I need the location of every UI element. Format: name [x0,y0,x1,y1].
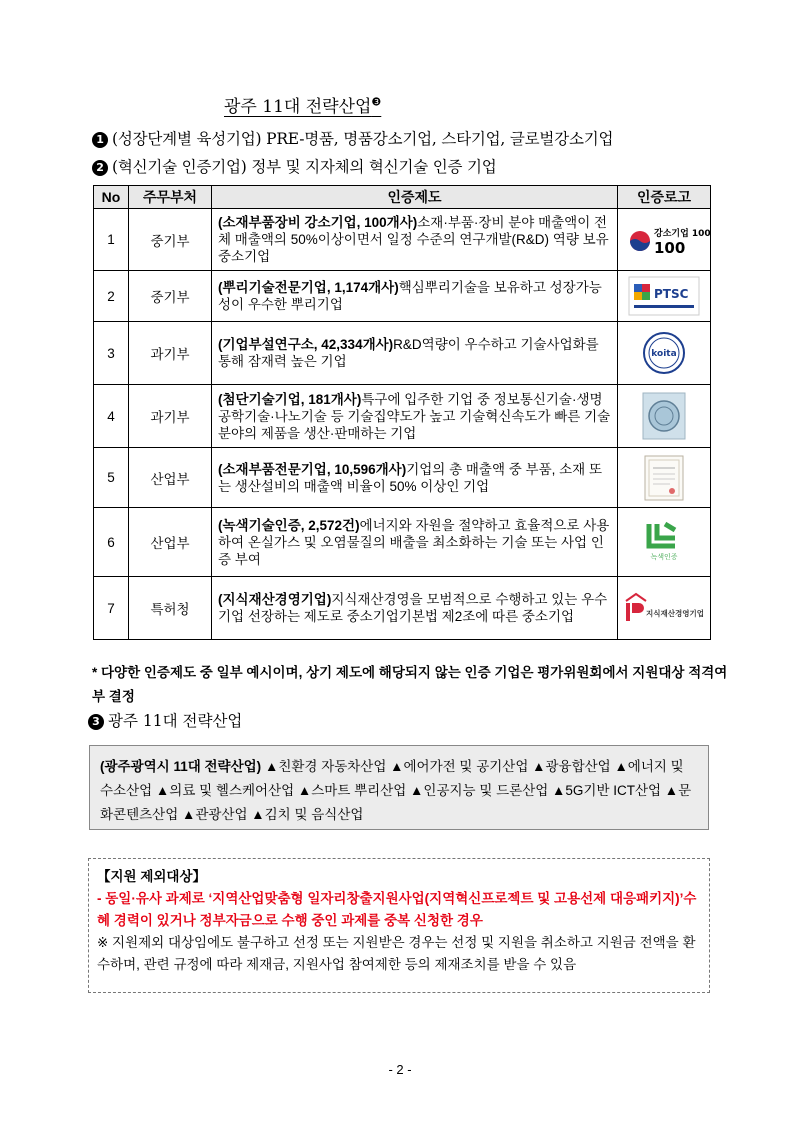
row-desc-bold: (뿌리기술전문기업, 1,174개사) [218,280,399,295]
row-desc-bold: (녹색기술인증, 2,572건) [218,517,360,533]
row-logo [618,577,711,640]
header-dept: 주무부처 [129,186,212,209]
row-desc [212,577,618,640]
table-row [94,322,711,385]
ip-management-logo-icon [624,591,704,625]
row-logo [618,385,711,448]
row-desc-text: R&D역량이 우수하고 기술사업화를 통해 잠재력 높은 기업 [218,337,599,369]
row-no: 5 [94,448,129,508]
exclusion-red-text: - 동일·유사 과제로 ‘지역산업맞춤형 일자리창출지원사업(지역혁신프로젝트 및 고용선제 대응패키지)’수혜 경력이 있거나 정부자금으로 수행 중인 과제를 중복 신청한 경우 [97,891,697,928]
bullet-number-1: 1 [92,132,108,148]
header-cert: 인증제도 [212,186,618,209]
header-no: No [94,186,129,209]
row-desc-text: 지식재산경영을 모범적으로 수행하고 있는 우수기업 선장하는 제도로 중소기업기본법 제2조에 따른 중소기업 [218,592,608,624]
logo-text: 지식재산경영기업 [646,609,704,618]
row-no: 3 [94,322,129,385]
row-no: 4 [94,385,129,448]
row-desc [212,448,618,508]
row-logo [618,322,711,385]
row-no: 7 [94,577,129,640]
row-dept: 중기부 [129,209,212,271]
row-no: 1 [94,209,129,271]
hightech-seal-icon [642,392,686,440]
bullet-growth-stage [92,127,613,149]
bullet-number-2: 2 [92,160,108,176]
table-row [94,271,711,322]
row-dept: 산업부 [129,448,212,508]
row-desc-text: 기업의 총 매출액 중 부품, 소재 또는 생산설비의 매출액 비율이 50% 이상인 기업 [218,461,602,494]
row-desc-bold: (소재부품전문기업, 10,596개사) [218,461,407,477]
table-row [94,209,711,271]
row-dept: 과기부 [129,385,212,448]
logo-text: PTSC [654,287,689,301]
strategic-industries-box [89,745,709,830]
row-logo [618,271,711,322]
section-3-text: 광주 11대 전략산업 [108,712,243,730]
green-cert-logo-icon [641,520,687,564]
row-desc-text: 특구에 입주한 기업 중 정보통신기술·생명공학기술·나노기술 등 기술집약도가 높고 기술혁신속도가 빠른 기술분야의 제품을 생산·판매하는 기업 [218,391,611,441]
industries-list: ▲친환경 자동차산업 ▲에어가전 및 공기산업 ▲광융합산업 ▲에너지 및 수소산업 ▲의료 및 헬스케어산업 ▲스마트 뿌리산업 ▲인공지능 및 드론산업 ▲5G기반 ICT산업 ▲문화콘텐츠산업 ▲관광산업 ▲김치 및 음식산업 [100,759,692,822]
exclusion-note: ※ 지원제외 대상임에도 불구하고 선정 또는 지원받은 경우는 선정 및 지원을 취소하고 지원금 전액을 환수하며, 관련 규정에 따라 제재금, 지원사업 참여제한 등의 제재조치를 받을 수 있음 [97,935,696,972]
row-dept: 산업부 [129,508,212,577]
row-desc-text: 에너지와 자원을 절약하고 효율적으로 사용하여 온실가스 및 오염물질의 배출을 최소화하는 기술 또는 사업 인증 부여 [218,517,610,567]
row-desc [212,322,618,385]
row-desc [212,209,618,271]
certificate-icon [644,455,684,501]
row-desc [212,271,618,322]
page-number: - 2 - [388,1062,412,1077]
bullet-text: (혁신기술 인증기업) 정부 및 지자체의 혁신기술 인증 기업 [112,158,497,176]
logo-text-top: 강소기업 100 [654,228,711,239]
row-desc [212,508,618,577]
table-row [94,448,711,508]
row-desc-text: 소재·부품·장비 분야 매출액이 전체 매출액의 50%이상이면서 일정 수준의 연구개발(R&D) 역량 보유 중소기업 [218,215,609,264]
svg-text:100: 100 [654,238,686,257]
bullet-innovation-cert [92,155,497,177]
header-logo: 인증로고 [618,186,711,209]
row-desc-text: 핵심뿌리기술을 보유하고 성장가능성이 우수한 뿌리기업 [218,280,602,312]
table-footnote: * 다양한 인증제도 중 일부 예시이며, 상기 제도에 해당되지 않는 인증 기업은 평가위원회에서 지원대상 적격여부 결정 [92,665,728,704]
title-mark: ❸ [371,95,382,109]
row-dept: 특허청 [129,577,212,640]
industries-label: (광주광역시 11대 전략산업) [100,759,262,774]
page-title: 광주 11대 전략산업$^❸$ [224,95,382,117]
row-desc-bold: (지식재산경영기업) [218,592,332,607]
sobujang-100-logo-icon [628,224,711,257]
ptsc-logo-icon [628,276,700,316]
row-no: 6 [94,508,129,577]
logo-text: 녹색인증 [650,553,678,561]
table-row [94,508,711,577]
table-row [94,577,711,640]
logo-text: koita [651,349,677,359]
table-header-row [94,186,711,209]
section-3-heading [88,709,242,731]
row-no: 2 [94,271,129,322]
row-desc-bold: (기업부설연구소, 42,334개사) [218,337,394,352]
bullet-text: (성장단계별 육성기업) PRE-명품, 명품강소기업, 스타기업, 글로벌강소기업 [112,130,614,148]
koita-logo-icon [642,331,686,375]
row-logo [618,448,711,508]
exclusion-box [88,858,710,993]
row-desc-bold: (첨단기술기업, 181개사) [218,391,362,407]
bullet-number-3: 3 [88,714,104,730]
row-dept: 과기부 [129,322,212,385]
row-dept: 중기부 [129,271,212,322]
exclusion-heading: 【지원 제외대상】 [97,869,206,884]
row-desc [212,385,618,448]
table-row [94,385,711,448]
row-logo [618,508,711,577]
certification-table [93,185,711,640]
row-desc-bold: (소재부품장비 강소기업, 100개사) [218,215,418,230]
row-logo [618,209,711,271]
